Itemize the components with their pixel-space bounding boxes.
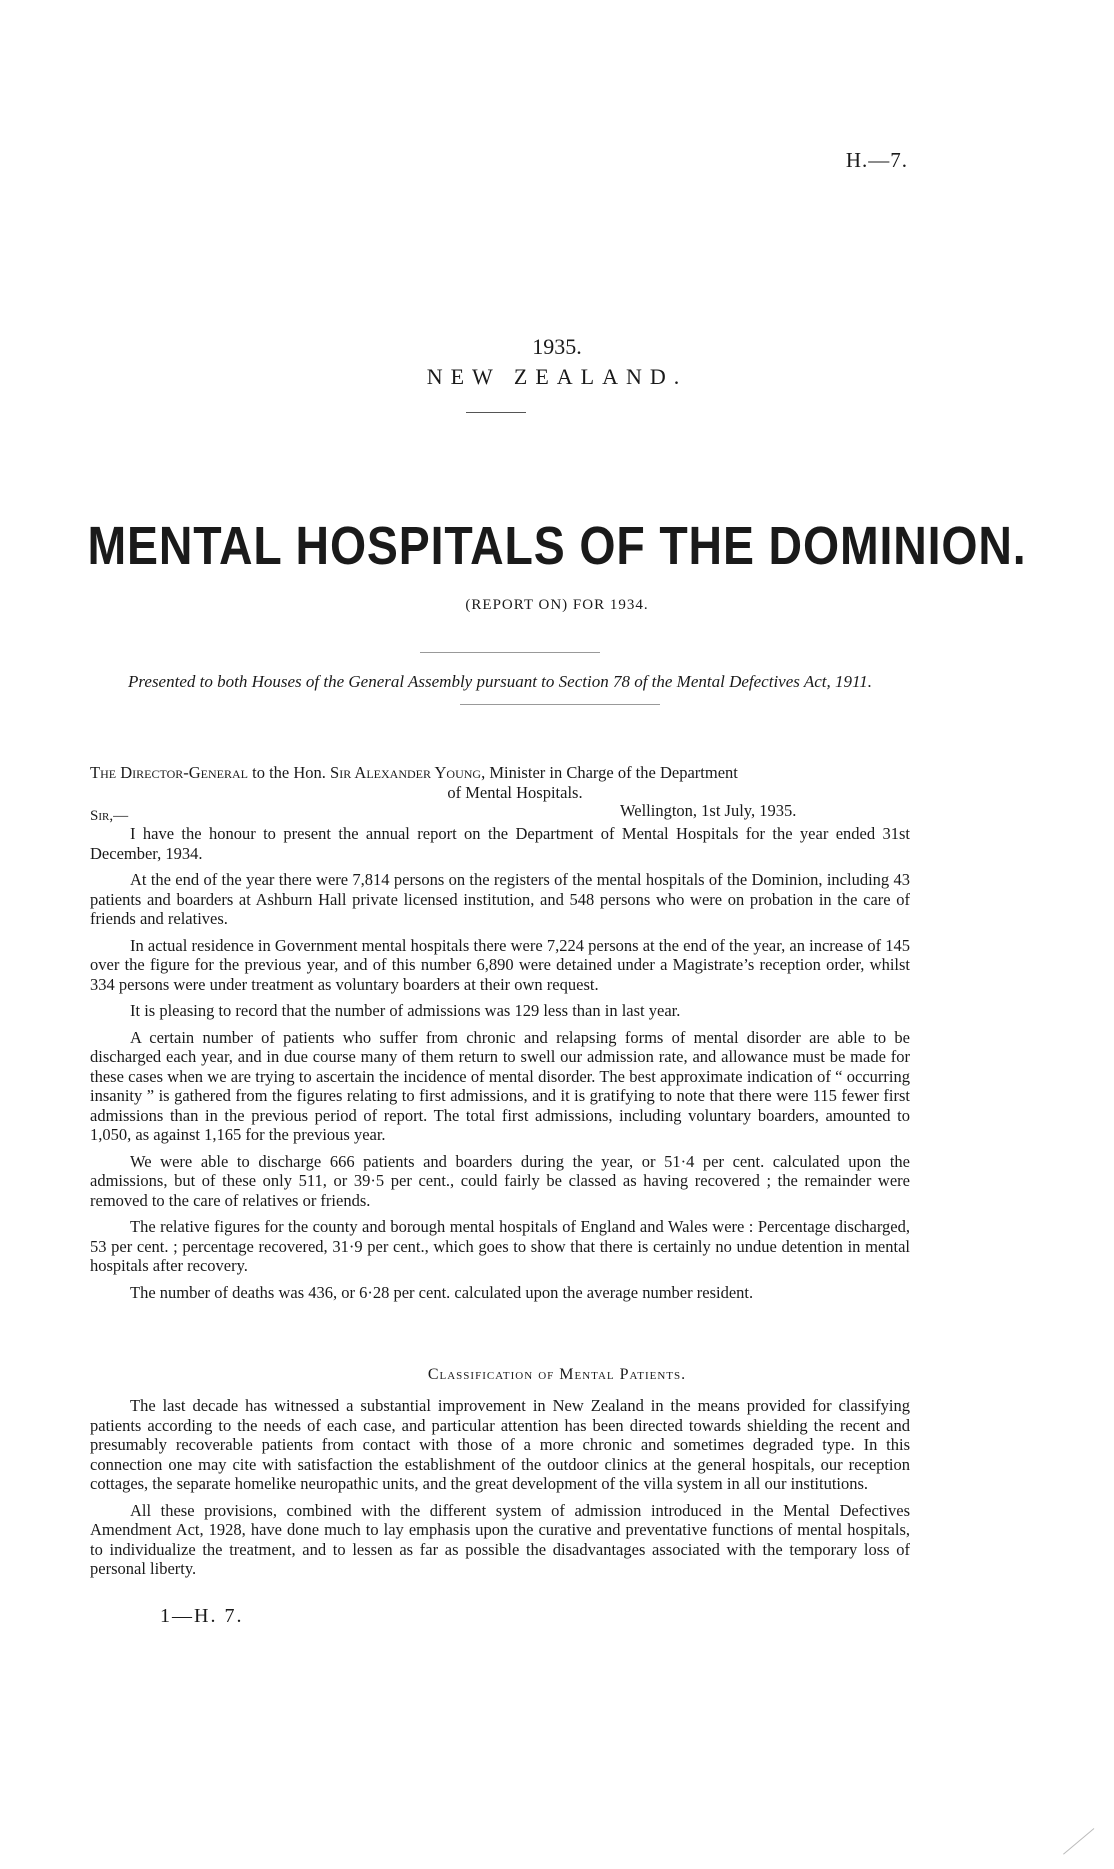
year: 1935. [532, 334, 582, 359]
to-prefix: to the Hon. [252, 763, 326, 782]
country: NEW ZEALAND. [426, 364, 688, 389]
addressee: Sir Alexander Young [330, 763, 482, 782]
place-date: Wellington, 1st July, 1935. [620, 801, 797, 820]
section-heading: Classification of Mental Patients. [427, 1366, 687, 1383]
paragraph: A certain number of patients who suffer from chronic and relapsing forms of mental disorder are able to be discharged each year, and in due course many of them return to swell our admission rate, and allowance must be made for these cases when we are trying to ascertain the incidence of mental disorder. The best approximate indication of “ occurring insanity ” is gathered from the figures relating to first admissions, and it is gratifying to note that there were 115 fewer first admissions than in the previous period of report. The total first admissions, including voluntary boarders, amounted to 1,050, as against 1,165 for the previous year. [90, 1027, 910, 1144]
report-body [90, 824, 910, 1309]
salutation: Sir,— [90, 808, 129, 824]
paragraph: It is pleasing to record that the number of admissions was 129 less than in last year. [130, 1001, 681, 1020]
scan-mark [1063, 1828, 1094, 1854]
paragraph: I have the honour to present the annual report on the Department of Mental Hospitals for the year ended 31st December, 1934. [90, 824, 910, 863]
paragraph: The number of deaths was 436, or 6·28 per cent. calculated upon the average number resident. [130, 1282, 754, 1302]
divider [460, 704, 660, 705]
addressee-role: , Minister in Charge of the Department [481, 763, 738, 782]
document-title: MENTAL HOSPITALS OF THE DOMINION. [87, 516, 1027, 576]
paragraph: The relative figures for the county and borough mental hospitals of England and Wales were : Percentage discharged, 53 per cent. ; percentage recovered, 31·9 per cent., which goes to show that there is certainly no undue detention in mental hospitals after recovery. [90, 1217, 910, 1275]
addressee-role-line-2: of Mental Hospitals. [447, 783, 583, 802]
paragraph: At the end of the year there were 7,814 persons on the registers of the mental hospitals of the Dominion, including 43 patients and boarders at Ashburn Hall private licensed institution, and 548 persons who were on probation in the care of friends and relatives. [90, 870, 910, 928]
letter-address [90, 763, 910, 783]
divider [420, 652, 600, 653]
section-body [90, 1396, 910, 1586]
paragraph: We were able to discharge 666 patients and boarders during the year, or 51·4 per cent. calculated upon the admissions, but of these only 511, or 39·5 per cent., could fairly be classed as having recovered ; the remainder were removed to the care of relatives or friends. [90, 1151, 910, 1210]
page-reference: H.—7. [845, 148, 908, 172]
sender: The Director-General [90, 763, 248, 782]
divider [466, 412, 526, 413]
paragraph: All these provisions, combined with the different system of admission introduced in the Mental Defectives Amendment Act, 1928, have done much to lay emphasis upon the curative and preventative functions of mental hospitals, to individualize the treatment, and to lessen as far as possible the disadvantages associated with the temporary loss of personal liberty. [90, 1500, 910, 1578]
document-subtitle: (REPORT ON) FOR 1934. [465, 597, 649, 613]
paragraph: The last decade has witnessed a substantial improvement in New Zealand in the means provided for classifying patients according to the needs of each case, and particular attention has been directed towards shielding the recent and presumably recoverable patients from contact with those of a more chronic and sometimes degraded type. In this connection one may cite with satisfaction the establishment of the outdoor clinics at the general hospitals, our reception cottages, the separate homelike neuropathic units, and the great development of the villa system in all our institutions. [90, 1396, 910, 1493]
presented-note: Presented to both Houses of the General Assembly pursuant to Section 78 of the Mental Defectives Act, 1911. [128, 672, 872, 691]
footer-signature: 1—H. 7. [160, 1605, 244, 1627]
paragraph: In actual residence in Government mental hospitals there were 7,224 persons at the end of the year, an increase of 145 over the figure for the previous year, and of this number 6,890 were detained under a Magistrate’s reception order, whilst 334 persons were under treatment as voluntary boarders at their own request. [90, 935, 910, 994]
